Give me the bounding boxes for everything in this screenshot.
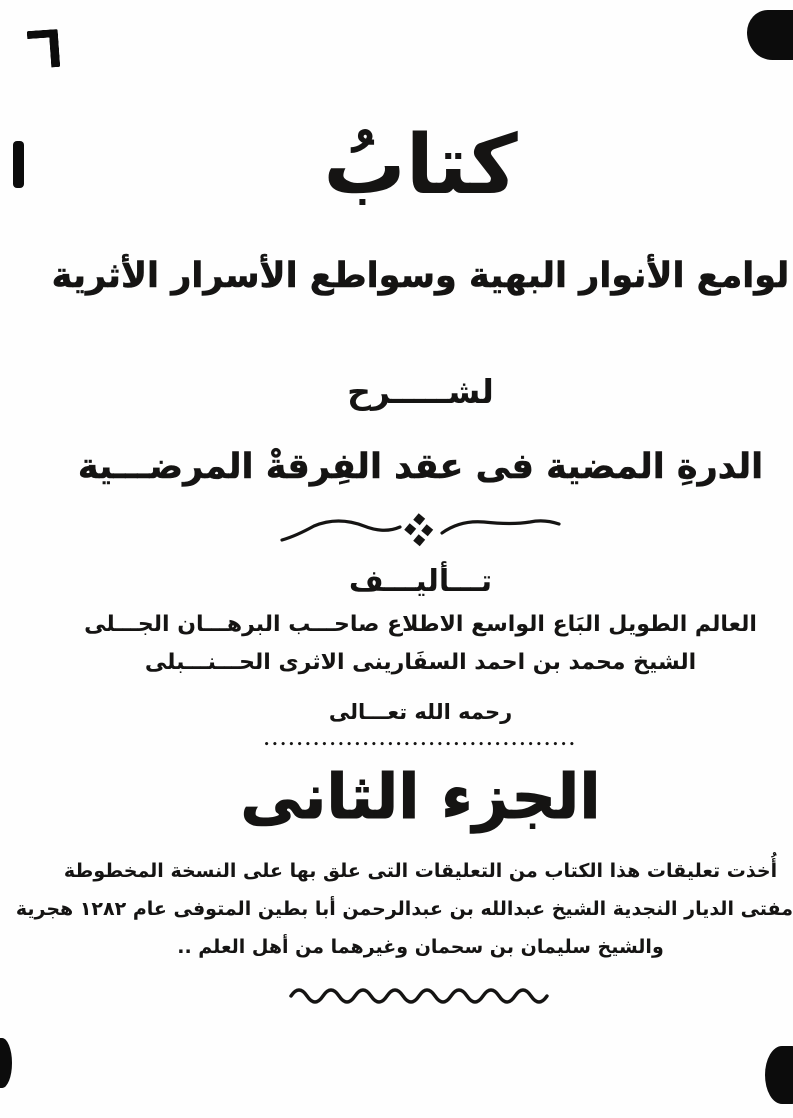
wave-stroke bbox=[291, 990, 547, 1002]
note-line-2: مفتى الديار النجدية الشيخ عبدالله بن عبدالرحمن أبا بطين المتوفى عام ١٢٨٢ هجرية bbox=[15, 898, 793, 920]
book-main-title: لوامع الأنوار البهية وسواطع الأسرار الأثرية bbox=[51, 256, 790, 296]
scan-mark-top-left bbox=[27, 29, 61, 69]
swash-right-stroke bbox=[442, 521, 559, 533]
diamond-cluster-icon bbox=[404, 513, 433, 546]
author-name-line: الشيخ محمد بن احمد السفَارينى الاثرى الحـــنـــبلى bbox=[144, 650, 697, 675]
authorship-label: تـــأليـــف bbox=[348, 564, 493, 599]
dotted-divider: •••••••••••••••••••••••••••••••••••••• bbox=[263, 740, 578, 750]
commented-work-title: الدرةِ المضية فى عقد الفِرقةْ المرضـــية bbox=[77, 447, 764, 487]
note-line-3: والشيخ سليمان بن سحمان وغيرهما من أهل العلم .. bbox=[177, 936, 664, 958]
book-word-heading: كتابُ bbox=[323, 118, 518, 213]
scan-mark-left-edge bbox=[13, 141, 24, 188]
swash-divider-graphic bbox=[276, 512, 566, 550]
title-page-content bbox=[15, 0, 793, 1118]
commentary-label: لشـــــرح bbox=[347, 372, 494, 411]
author-description-line: العالم الطويل البَاع الواسع الاطلاع صاحـــب البرهـــان الجـــلى bbox=[84, 612, 757, 637]
wavy-divider bbox=[48, 980, 793, 1010]
wavy-divider-graphic bbox=[286, 980, 556, 1010]
blessing-line: رحمه الله تعـــالى bbox=[328, 700, 513, 724]
volume-title: الجزء الثانى bbox=[240, 760, 601, 833]
swash-ornament-divider bbox=[48, 512, 793, 550]
scan-mark-bottom-right bbox=[765, 1046, 793, 1104]
swash-left-stroke bbox=[282, 521, 400, 540]
scan-mark-bottom-left bbox=[0, 1038, 12, 1088]
note-line-1: أُخذت تعليقات هذا الكتاب من التعليقات التى علق بها على النسخة المخطوطة bbox=[63, 860, 778, 882]
